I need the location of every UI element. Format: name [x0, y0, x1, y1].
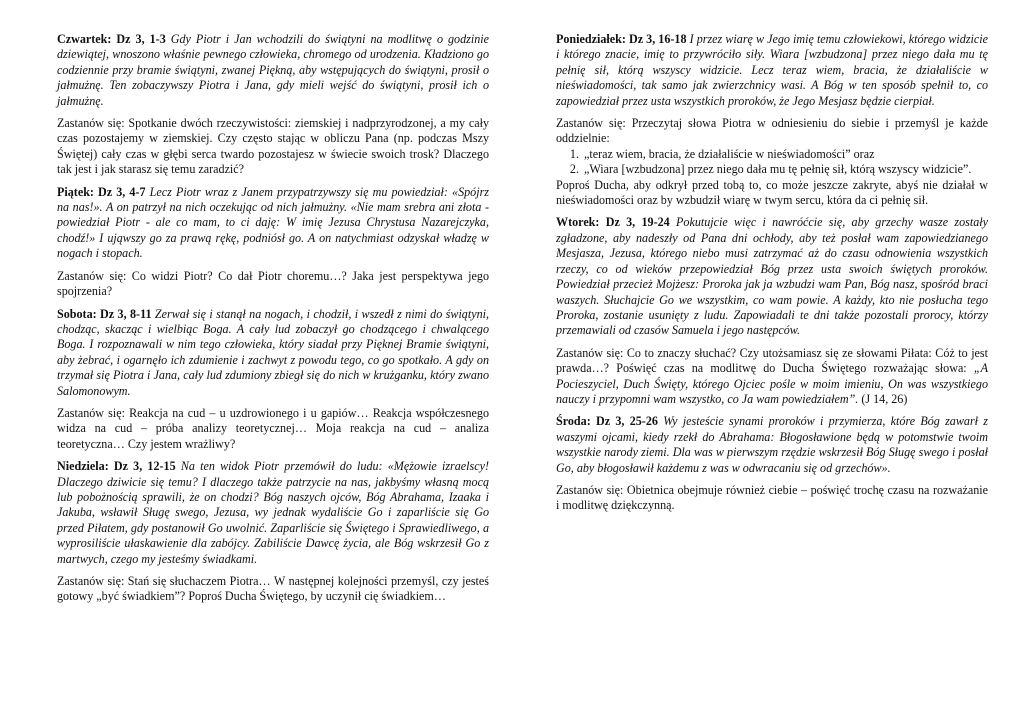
reflection-outro: Poproś Ducha, aby odkrył przed tobą to, co może jeszcze zakryte, abyś nie działał w nieświadomości oraz by wzbudził wiarę w twym sercu, która da ci pełnię sił.	[556, 177, 988, 208]
monday-reading	[556, 32, 988, 109]
scripture-passage: Na ten widok Piotr przemówił do ludu: «Mężowie izraelscy! Dlaczego dziwicie się temu? I dlaczego także patrzycie na nas, jakbyśmy własną mocą lub pobożnością sprawili, że on chodzi? Bóg naszych ojców, Bóg Abrahama, Izaaka i Jakuba, wsławił Sługę swego, Jezusa, wy jednak wydaliście Go i zaparliście się Go przed Piłatem, gdy postanowił Go uwolnić. Zaparliście się Świętego i Sprawiedliwego, a wyprosiliście ułaskawienie dla zabójcy. Zabiliście Dawcę życia, ale Bóg wskrzesił Go z martwych, czego my jesteśmy świadkami.	[57, 459, 489, 566]
gospel-quote: „A Pocieszyciel, Duch Święty, którego Ojciec pośle w moim imieniu, On was wszystkiego nauczy i przypomni wam wszystko, co Ja wam powiedziałem”.	[556, 361, 988, 406]
scripture-passage: I przez wiarę w Jego imię temu człowiekowi, którego widzicie i którego znacie, imię to przywróciło siły. Wiara [wzbudzona] przez niego dała mu tę pełnię sił, którą wszyscy widzicie. Lecz teraz wiem, bracia, że działaliście w nieświadomości, tak samo jak zwierzchnicy wasi. A Bóg w ten sposób spełnił to, co zapowiedział przez usta wszystkich proroków, że Jego Mesjasz będzie cierpiał.	[556, 32, 988, 108]
right-column	[556, 32, 988, 521]
reflection-points-list	[556, 147, 988, 178]
reflection-intro: Zastanów się: Przeczytaj słowa Piotra w odniesieniu do siebie i przemyśl je każde oddzielnie:	[556, 116, 988, 146]
thursday-reading	[57, 32, 489, 109]
quote-reference: (J 14, 26)	[861, 391, 908, 406]
reflection-text: Zastanów się: Stań się słuchaczem Piotra… W następnej kolejności przemyśl, czy jesteś gotowy „być świadkiem”? Poproś Ducha Świętego, by uczynił cię świadkiem…	[57, 574, 489, 604]
wednesday-reading	[556, 414, 988, 476]
reflection-text: Zastanów się: Spotkanie dwóch rzeczywistości: ziemskiej i nadprzyrodzonej, a my cały czas pozostajemy w ziemskiej. Czy często stając w obliczu Pana (np. podczas Mszy Świętej) cały czas w głębi serca twardo pozostajesz w świecie swoich trosk? Dlaczego tak jest i jak starasz się temu zaradzić?	[57, 116, 489, 177]
tuesday-reflection	[556, 346, 988, 408]
reflection-text: Zastanów się: Obietnica obejmuje również ciebie – poświęć trochę czasu na rozważanie i modlitwę dziękczynną.	[556, 482, 988, 513]
day-heading: Wtorek: Dz 3, 19-24	[556, 215, 670, 230]
reflection-text: Zastanów się: Co to znaczy słuchać? Czy utożsamiasz się ze słowami Piłata: Cóż to jest prawda…? Poświęć czas na modlitwę do Ducha Świętego rozważając słowa:	[556, 345, 988, 376]
scripture-passage: Wy jesteście synami proroków i przymierza, które Bóg zawarł z waszymi ojcami, kiedy rzekł do Abrahama: Błogosławione będą w potomstwie twoim wszystkie narody ziemi. Dla was w pierwszym rzędzie wskrzesił Bóg Sługę swego i posłał Go, aby błogosławił każdemu z was w odwracaniu się od grzechów».	[556, 414, 989, 475]
saturday-reading	[57, 307, 489, 399]
day-heading: Sobota: Dz 3, 8-11	[57, 306, 152, 321]
day-heading: Czwartek: Dz 3, 1-3	[57, 32, 166, 46]
friday-reading	[57, 185, 489, 262]
day-heading: Poniedziałek: Dz 3, 16-18	[556, 32, 687, 46]
scripture-passage: Zerwał się i stanął na nogach, i chodził, i wszedł z nimi do świątyni, chodząc, skacząc i wielbiąc Boga. A cały lud zobaczył go chodzącego i chwalącego Boga. I rozpoznawali w nim tego człowieka, który siadał przy Pięknej Bramie świątyni, aby żebrać, i ogarnęło ich zdumienie i zachwyt z powodu tego, co go spotkało. A gdy on trzymał się Piotra i Jana, cały lud zdumiony zbiegł się do nich w krużganku, który zwano Salomonowym.	[57, 306, 490, 398]
scripture-passage: Gdy Piotr i Jan wchodzili do świątyni na modlitwę o godzinie dziewiątej, wnoszono właśnie pewnego człowieka, chromego od urodzenia. Kładziono go codziennie przy bramie świątyni, zwanej Piękną, aby wstępujących do świątyni, prosił o jałmużnę. Ten zobaczywszy Piotra i Jana, gdy mieli wejść do świątyni, prosił ich o jałmużnę.	[57, 32, 489, 108]
reflection-text: Zastanów się: Reakcja na cud – u uzdrowionego i u gapiów… Reakcja współczesnego widza na cud – próba analizy teoretycznej… Moja reakcja na cud – analiza teoretyczna… Czy jestem wrażliwy?	[57, 405, 489, 451]
tuesday-reading	[556, 215, 988, 338]
scripture-passage: Lecz Piotr wraz z Janem przypatrzywszy się mu powiedział: «Spójrz na nas!». A on patrzył na nich oczekując od nich jałmużny. «Nie mam srebra ani złota - powiedział Piotr - ale co mam, to ci daję: W imię Jezusa Chrystusa Nazarejczyka, chodź!» I ująwszy go za prawą rękę, podniósł go. A on natychmiast odzyskał władzę w nogach i stopach.	[57, 184, 489, 261]
left-column	[57, 32, 489, 612]
reflection-text: Zastanów się: Co widzi Piotr? Co dał Piotr choremu…? Jaka jest perspektywa jego spojrzenia?	[57, 268, 489, 299]
list-item: 1. „teraz wiem, bracia, że działaliście w nieświadomości” oraz	[582, 147, 988, 162]
day-heading: Piątek: Dz 3, 4-7	[57, 184, 146, 199]
day-heading: Niedziela: Dz 3, 12-15	[57, 459, 176, 474]
scripture-passage: Pokutujcie więc i nawróćcie się, aby grzechy wasze zostały zgładzone, aby nadeszły od Pana dni ochłody, aby też posłał wam zapowiedzianego Mesjasza, Jezusa, którego niebo musi zatrzymać aż do czasu odnowienia wszystkich rzeczy, co od wieków przepowiedział Bóg przez usta swoich świętych proroków. Powiedział przecież Mojżesz: Proroka jak ja wzbudzi wam Pan, Bóg nasz, spośród braci waszych. Słuchajcie Go we wszystkim, co wam powie. A każdy, kto nie posłucha tego Proroka, zostanie usunięty z ludu. Zapowiadali te dni także pozostali prorocy, którzy przemawiali od czasów Samuela i jego następców.	[556, 215, 988, 338]
monday-reflection	[556, 116, 988, 208]
list-item: 2. „Wiara [wzbudzona] przez niego dała mu tę pełnię sił, którą wszyscy widzicie”.	[582, 162, 988, 177]
sunday-reading	[57, 459, 489, 567]
day-heading: Środa: Dz 3, 25-26	[556, 414, 658, 429]
